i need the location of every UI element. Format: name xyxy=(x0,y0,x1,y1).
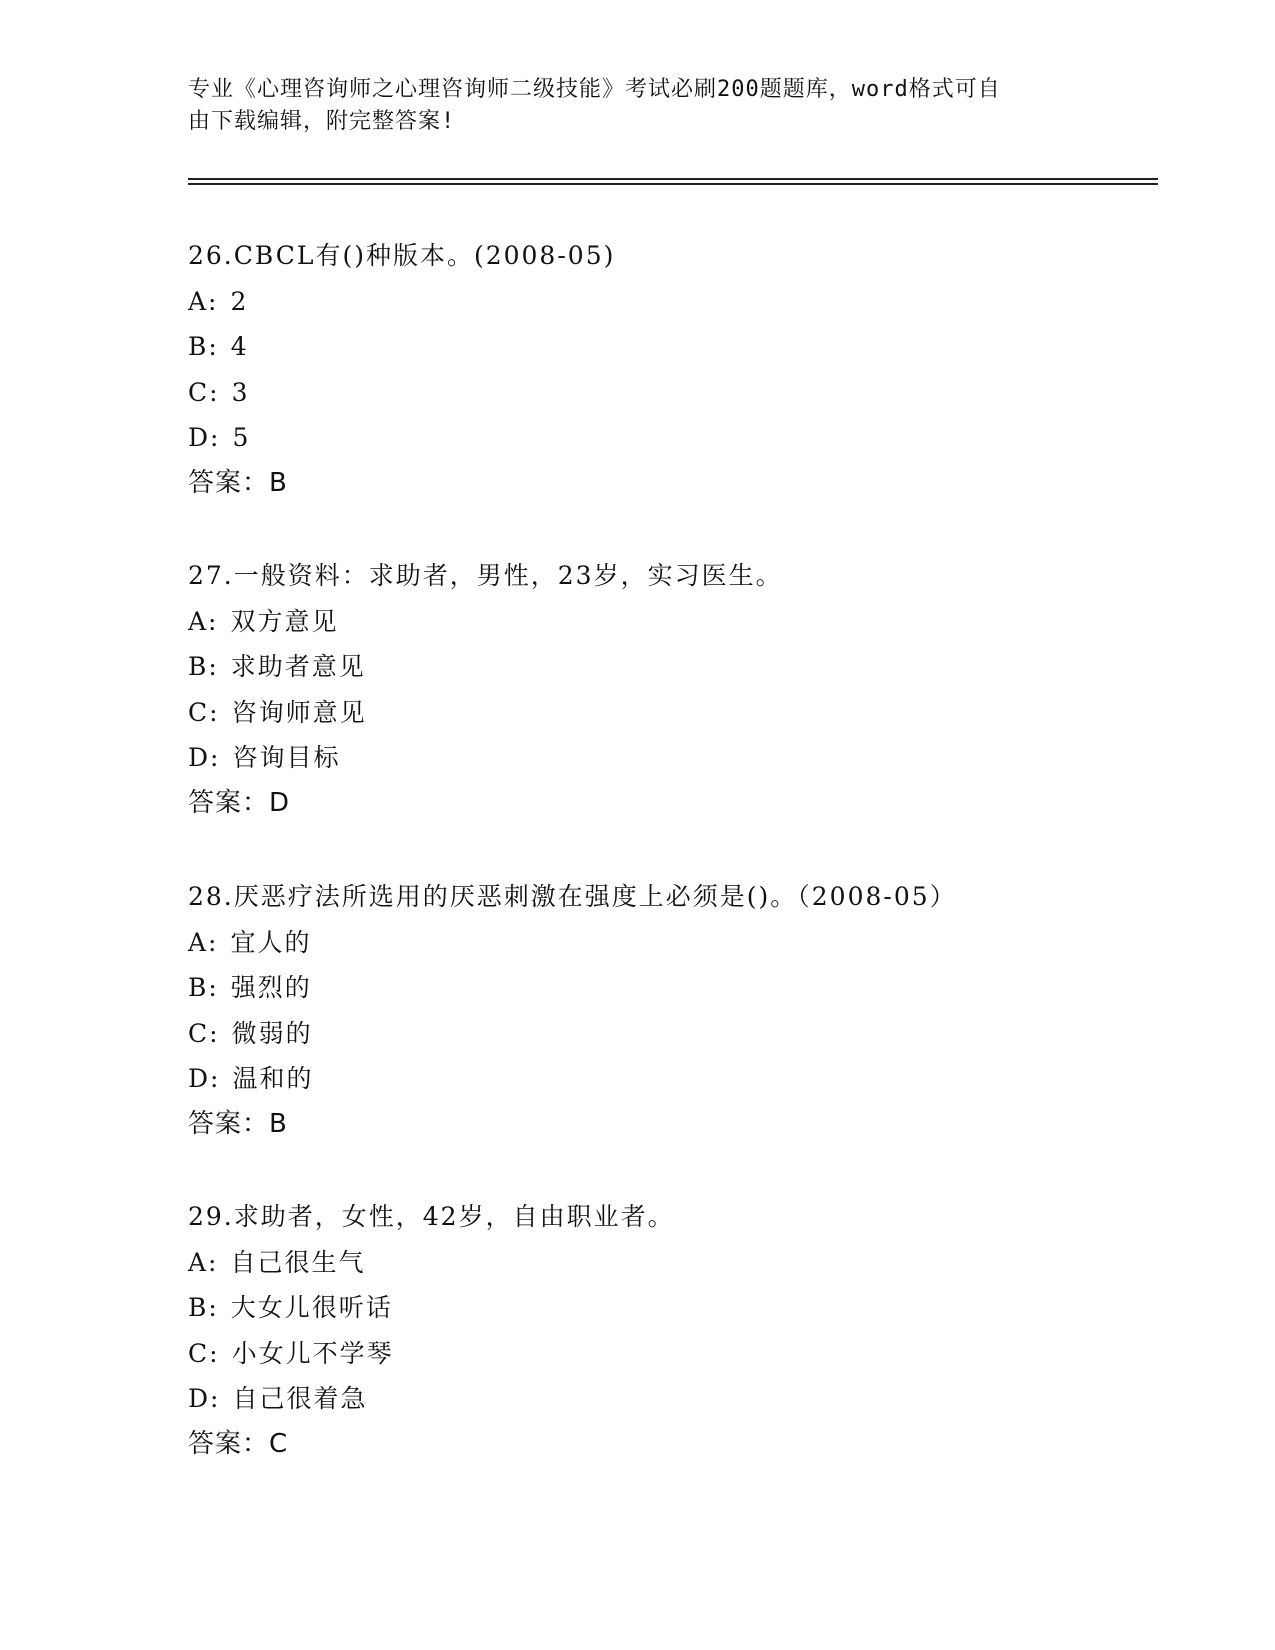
answer-label: 答案：B xyxy=(188,467,288,498)
document-header xyxy=(188,74,1088,138)
option-letter: A: xyxy=(188,927,219,957)
option-text: 微弱的 xyxy=(231,1018,313,1048)
option-letter: C: xyxy=(188,1018,220,1048)
option-letter: A: xyxy=(188,286,219,316)
option-text: 4 xyxy=(230,332,249,361)
option-letter: C: xyxy=(188,1338,220,1368)
option-c xyxy=(188,690,1148,736)
question-stem: 29.求助者，女性，42岁，自由职业者。 xyxy=(188,1202,675,1231)
answer-label: 答案：B xyxy=(188,1108,288,1139)
option-d xyxy=(188,1056,1148,1102)
option-a xyxy=(188,920,1148,966)
option-b xyxy=(188,644,1148,690)
option-a xyxy=(188,1240,1148,1286)
question-26 xyxy=(188,233,1148,506)
option-a xyxy=(188,279,1148,325)
option-text: 双方意见 xyxy=(230,606,339,636)
option-d xyxy=(188,1376,1148,1422)
option-a xyxy=(188,599,1148,645)
option-text: 宜人的 xyxy=(230,927,312,957)
option-letter: A: xyxy=(188,606,219,636)
option-b xyxy=(188,324,1148,370)
option-b xyxy=(188,965,1148,1011)
option-text: 2 xyxy=(230,286,249,316)
option-letter: D: xyxy=(188,743,221,772)
option-letter: D: xyxy=(188,423,221,452)
header-line-1: 专业《心理咨询师之心理咨询师二级技能》考试必刷200题题库，word格式可自 xyxy=(188,77,1001,102)
option-letter: B: xyxy=(188,332,219,361)
option-letter: C: xyxy=(188,697,220,727)
option-text: 5 xyxy=(232,423,251,452)
answer-label: 答案：D xyxy=(188,787,291,818)
header-divider-bottom xyxy=(188,183,1158,185)
option-letter: C: xyxy=(188,377,220,407)
option-c xyxy=(188,370,1148,416)
option-letter: B: xyxy=(188,1293,219,1322)
option-letter: A: xyxy=(188,1247,219,1277)
option-letter: B: xyxy=(188,652,219,681)
answer-label: 答案：C xyxy=(188,1428,289,1459)
option-text: 自己很生气 xyxy=(230,1247,366,1277)
option-text: 求助者意见 xyxy=(230,652,366,681)
option-text: 强烈的 xyxy=(230,973,312,1002)
option-b xyxy=(188,1285,1148,1331)
option-text: 咨询目标 xyxy=(232,743,341,772)
option-c xyxy=(188,1011,1148,1057)
option-text: 3 xyxy=(231,377,250,407)
option-text: 小女儿不学琴 xyxy=(231,1338,394,1368)
question-stem: 26.CBCL有()种版本。(2008-05) xyxy=(188,241,616,270)
question-stem: 28.厌恶疗法所选用的厌恶刺激在强度上必须是()。（2008-05） xyxy=(188,882,957,911)
option-text: 自己很着急 xyxy=(232,1384,368,1413)
option-letter: D: xyxy=(188,1064,221,1093)
option-text: 咨询师意见 xyxy=(231,697,367,727)
option-letter: B: xyxy=(188,973,219,1002)
option-text: 大女儿很听话 xyxy=(230,1293,393,1322)
question-stem: 27.一般资料：求助者，男性，23岁，实习医生。 xyxy=(188,561,783,590)
question-28 xyxy=(188,874,1148,1147)
option-d xyxy=(188,735,1148,781)
question-27 xyxy=(188,553,1148,826)
question-29 xyxy=(188,1194,1148,1467)
option-text: 温和的 xyxy=(232,1064,314,1093)
option-d xyxy=(188,415,1148,461)
option-c xyxy=(188,1331,1148,1377)
option-letter: D: xyxy=(188,1384,221,1413)
header-divider-top xyxy=(188,178,1158,180)
header-line-2: 由下载编辑，附完整答案! xyxy=(188,109,456,134)
